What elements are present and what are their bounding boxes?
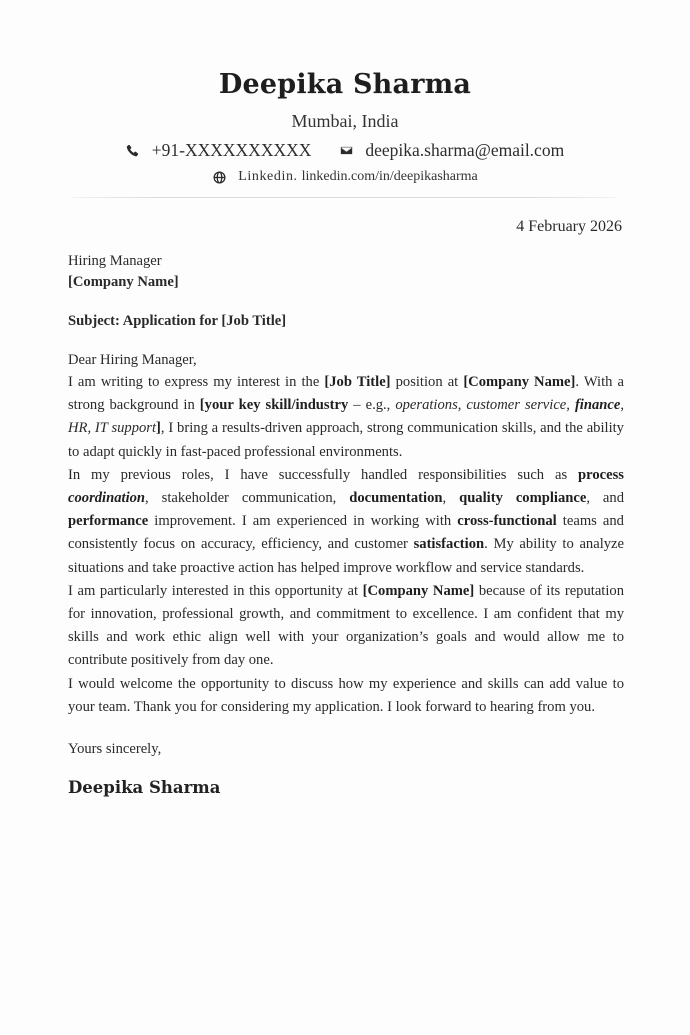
subject-line: Subject: Application for [Job Title] <box>68 313 287 329</box>
paragraph-intro <box>68 371 624 464</box>
text-segment-bold: [Company Name] <box>362 582 475 599</box>
contact-row <box>0 138 690 162</box>
text-segment-normal: I am particularly interested in this opportunity at <box>68 582 363 599</box>
text-segment-normal: , <box>442 490 460 507</box>
letter-date: 4 February 2026 <box>516 218 622 235</box>
phone-contact <box>126 138 312 162</box>
paragraph-closing <box>68 673 624 719</box>
text-segment-bold: ] <box>156 420 161 437</box>
phone-number[interactable]: +91-XXXXXXXXXX <box>151 140 312 160</box>
closing-phrase: Yours sincerely, <box>68 741 162 758</box>
text-segment-normal: . With a strong background in <box>68 374 624 414</box>
linkedin-contact <box>0 166 690 188</box>
text-segment-bold: performance <box>68 513 149 530</box>
applicant-name: Deepika Sharma <box>218 69 472 100</box>
text-segment-normal: , and <box>586 490 625 507</box>
linkedin-url[interactable]: linkedin.com/in/deepikasharma <box>301 169 478 184</box>
text-segment-italic: , HR, IT support <box>68 397 624 437</box>
text-segment-normal: I would welcome the opportunity to discuss how my experience and skills can add value to your team. Thank you for considering my application. I look forward to hearing from you. <box>68 675 624 715</box>
text-segment-bold: documentation <box>349 490 443 507</box>
email-address[interactable]: deepika.sharma@email.com <box>365 140 565 160</box>
globe-icon <box>212 170 226 184</box>
header-divider <box>72 197 616 198</box>
text-segment-normal: position at <box>390 374 464 390</box>
letter-header <box>0 66 690 188</box>
text-segment-normal: – e.g., <box>348 397 396 414</box>
linkedin-label: Linkedin. <box>238 169 298 184</box>
text-segment-bold: [your key skill/industry <box>199 397 349 414</box>
text-segment-bold: satisfaction <box>413 536 485 553</box>
phone-icon <box>126 143 140 157</box>
text-segment-bold: [Company Name] <box>463 374 576 390</box>
text-segment-bold-italic: finance <box>574 397 621 414</box>
text-segment-bold: quality compliance <box>459 490 587 507</box>
recipient-title: Hiring Manager <box>68 253 162 269</box>
text-segment-normal: , I bring a results-driven approach, strong communication skills, and the ability to adapt quickly in fast-paced professional environments. <box>68 420 624 460</box>
recipient-company: [Company Name] <box>68 274 179 290</box>
text-segment-bold-italic: coordination <box>68 490 146 507</box>
recipient-block <box>68 251 624 293</box>
applicant-location: Mumbai, India <box>291 111 399 131</box>
text-segment-italic: operations, customer service, <box>395 397 575 414</box>
text-segment-bold: process <box>578 466 624 483</box>
text-segment-bold: [Job Title] <box>324 374 391 390</box>
signature-name: Deepika Sharma <box>68 778 221 798</box>
text-segment-bold: cross-functional <box>457 513 557 530</box>
text-segment-normal: teams and consistently focus on accuracy, efficiency, and customer <box>68 513 624 553</box>
text-segment-normal: improvement. I am experienced in working with <box>148 513 458 530</box>
letter-body <box>68 251 624 798</box>
envelope-icon <box>339 143 353 157</box>
email-contact <box>339 138 564 162</box>
text-segment-normal: , stakeholder communication, <box>145 490 350 507</box>
text-segment-normal: . My ability to analyze situations and take proactive action has helped improve workflow and service standards. <box>68 536 624 576</box>
text-segment-normal: I am writing to express my interest in the <box>68 374 325 390</box>
paragraph-interest <box>68 580 624 673</box>
text-segment-normal: In my previous roles, I have successfully handled responsibilities such as <box>68 466 579 483</box>
salutation: Dear Hiring Manager, <box>68 352 197 368</box>
paragraph-experience <box>68 464 624 580</box>
text-segment-normal: because of its reputation for innovation, professional growth, and commitment to excellence. I am confident that my skills and work ethic align well with your organization’s goals and would allow me to contribute positively from day one. <box>68 582 624 669</box>
